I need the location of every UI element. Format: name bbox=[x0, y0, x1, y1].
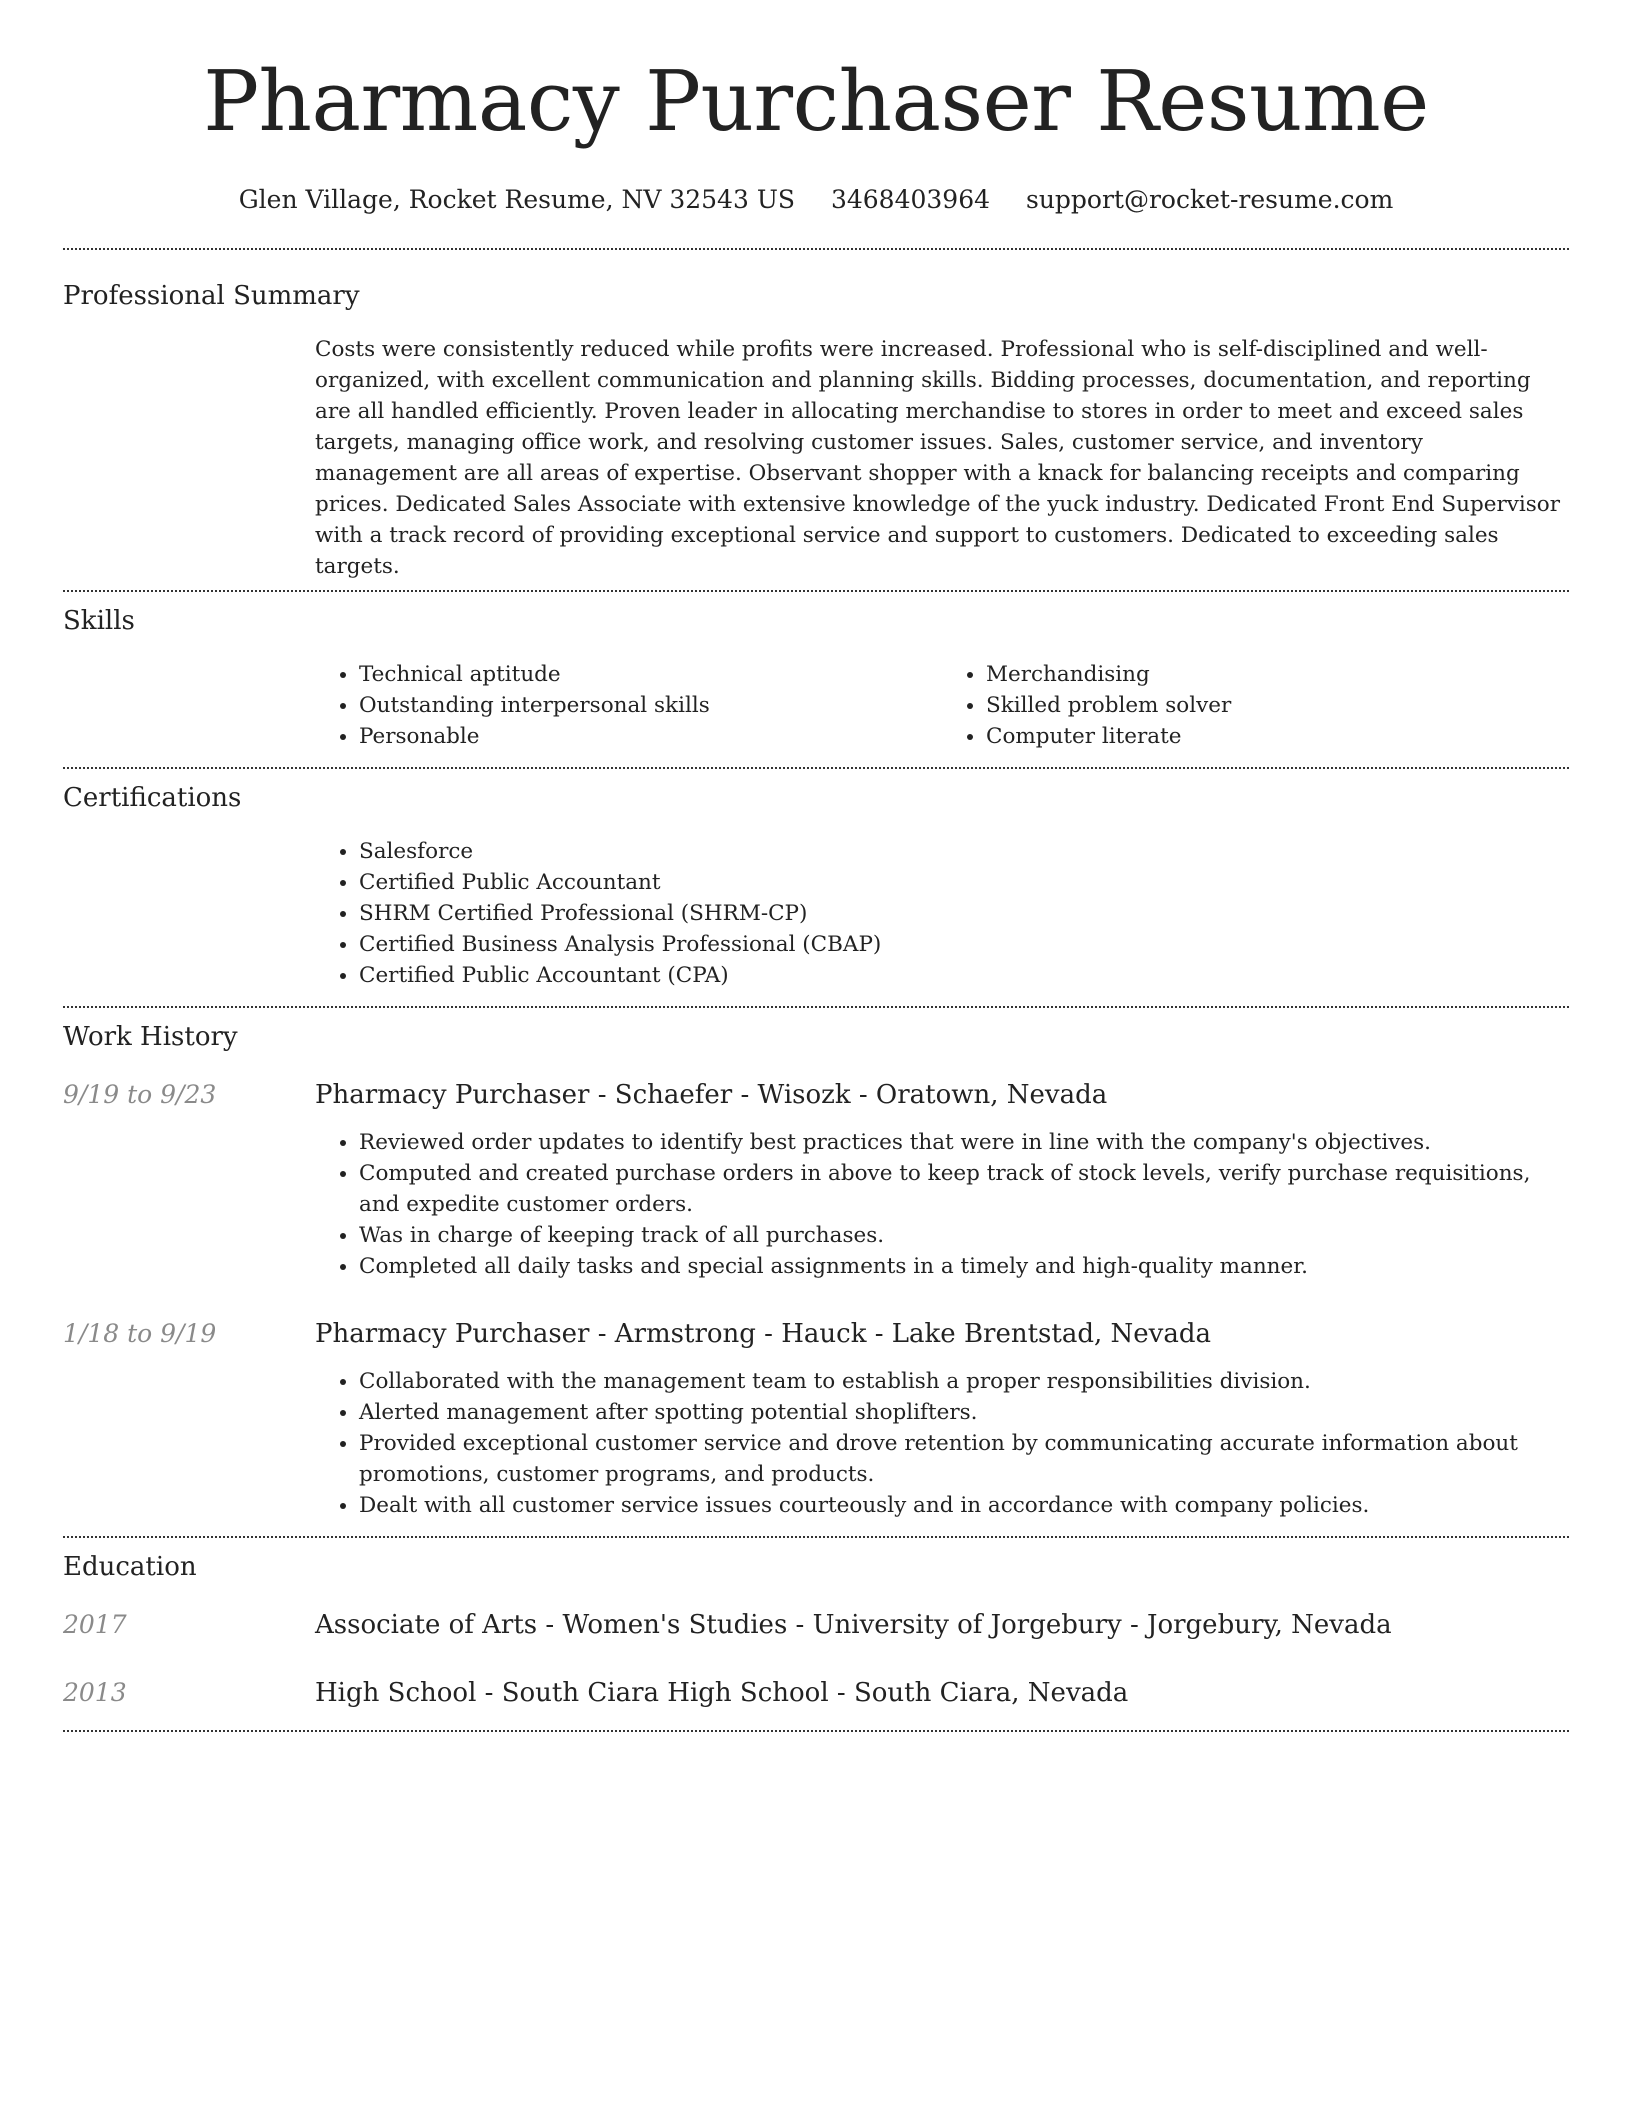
resume-title: Pharmacy Purchaser Resume bbox=[203, 53, 1429, 150]
job-title: Pharmacy Purchaser - Schaefer - Wisozk - Oratown, Nevada bbox=[315, 1080, 1108, 1110]
skills-list-right bbox=[942, 659, 1569, 752]
contact-phone: 3468403964 bbox=[830, 185, 991, 214]
summary-section bbox=[63, 250, 1569, 582]
job-bullets bbox=[315, 1366, 1569, 1521]
certifications-list bbox=[315, 836, 1569, 991]
skills-section bbox=[63, 592, 1569, 752]
job-body bbox=[315, 1366, 1569, 1521]
certification-item: • Certified Public Accountant (CPA) bbox=[359, 960, 1569, 991]
skill-item: • Technical aptitude bbox=[359, 659, 942, 690]
contact-email: support@rocket-resume.com bbox=[1025, 185, 1394, 214]
skills-list-left bbox=[315, 659, 942, 752]
education-year: 2013 bbox=[63, 1678, 127, 1707]
skills-grid bbox=[315, 659, 1569, 752]
job-bullet: • Collaborated with the management team to establish a proper responsibilities division. bbox=[359, 1366, 1569, 1397]
certification-item: • Certified Business Analysis Professional (CBAP) bbox=[359, 929, 1569, 960]
job-body bbox=[315, 1127, 1569, 1282]
job-bullets bbox=[315, 1127, 1569, 1282]
job-bullet: • Dealt with all customer service issues courteously and in accordance with company policies. bbox=[359, 1490, 1569, 1521]
job-entry bbox=[63, 1079, 1569, 1282]
education-entry bbox=[63, 1677, 1569, 1709]
job-bullet: • Provided exceptional customer service and drove retention by communicating accurate information about promotions, customer programs, and products. bbox=[359, 1428, 1569, 1490]
education-detail: Associate of Arts - Women's Studies - University of Jorgebury - Jorgebury, Nevada bbox=[315, 1610, 1392, 1640]
skill-item: • Merchandising bbox=[986, 659, 1569, 690]
skill-item: • Personable bbox=[359, 721, 942, 752]
section-heading-certifications: Certifications bbox=[63, 783, 242, 813]
job-bullet: • Completed all daily tasks and special assignments in a timely and high-quality manner. bbox=[359, 1251, 1569, 1282]
skill-item: • Skilled problem solver bbox=[986, 690, 1569, 721]
section-heading-summary: Professional Summary bbox=[63, 281, 360, 311]
job-bullet: • Alerted management after spotting potential shoplifters. bbox=[359, 1397, 1569, 1428]
job-title: Pharmacy Purchaser - Armstrong - Hauck - Lake Brentstad, Nevada bbox=[315, 1319, 1211, 1349]
section-heading-skills: Skills bbox=[63, 606, 135, 636]
job-dates: 1/18 to 9/19 bbox=[63, 1319, 217, 1348]
skill-item: • Computer literate bbox=[986, 721, 1569, 752]
job-entry bbox=[63, 1318, 1569, 1521]
divider bbox=[63, 1730, 1569, 1732]
section-heading-education: Education bbox=[63, 1552, 197, 1582]
skill-item: • Outstanding interpersonal skills bbox=[359, 690, 942, 721]
certifications-section bbox=[63, 769, 1569, 991]
section-heading-work-history: Work History bbox=[63, 1022, 238, 1052]
job-bullet: • Computed and created purchase orders in above to keep track of stock levels, verify purchase requisitions, and expedite customer orders. bbox=[359, 1158, 1569, 1220]
job-dates: 9/19 to 9/23 bbox=[63, 1080, 217, 1109]
work-history-section bbox=[63, 1008, 1569, 1521]
education-year: 2017 bbox=[63, 1610, 127, 1639]
certification-item: • SHRM Certified Professional (SHRM-CP) bbox=[359, 898, 1569, 929]
certification-item: • Certified Public Accountant bbox=[359, 867, 1569, 898]
contact-address: Glen Village, Rocket Resume, NV 32543 US bbox=[238, 185, 796, 214]
certifications-body bbox=[315, 836, 1569, 991]
education-section bbox=[63, 1538, 1569, 1709]
education-detail: High School - South Ciara High School - South Ciara, Nevada bbox=[315, 1678, 1129, 1708]
education-entry bbox=[63, 1609, 1569, 1641]
job-bullet: • Reviewed order updates to identify best practices that were in line with the company's objectives. bbox=[359, 1127, 1569, 1158]
summary-text: Costs were consistently reduced while profits were increased. Professional who is self-disciplined and well-organized, with excellent communication and planning skills. Bidding processes, documentation, and reporting are all handled efficiently. Proven leader in allocating merchandise to stores in order to meet and exceed sales targets, managing office work, and resolving customer issues. Sales, customer service, and inventory management are all areas of expertise. Observant shopper with a knack for balancing receipts and comparing prices. Dedicated Sales Associate with extensive knowledge of the yuck industry. Dedicated Front End Supervisor with a track record of providing exceptional service and support to customers. Dedicated to exceeding sales targets. bbox=[315, 337, 1561, 579]
contact-line bbox=[63, 184, 1569, 216]
summary-body bbox=[315, 334, 1569, 582]
certification-item: • Salesforce bbox=[359, 836, 1569, 867]
job-bullet: • Was in charge of keeping track of all purchases. bbox=[359, 1220, 1569, 1251]
